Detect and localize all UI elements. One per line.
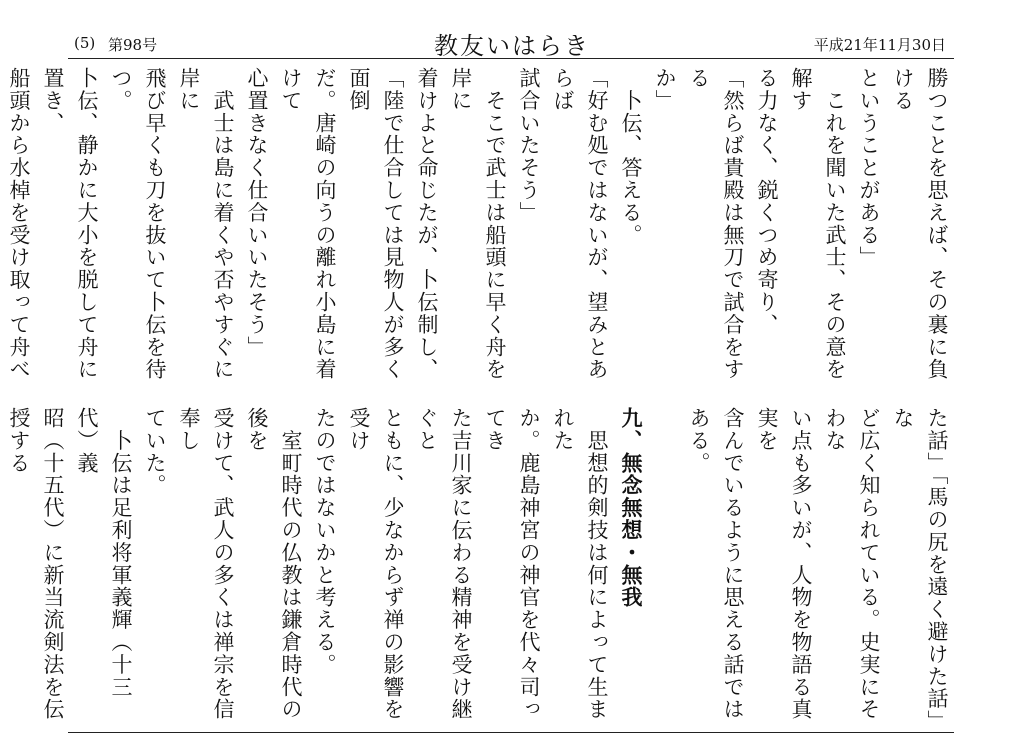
footer-rule [68, 732, 954, 733]
text-line: た話」「馬の尻を遠く避けた話」な [891, 407, 949, 722]
text-line: 含んでいるように思える話ではある。 [687, 407, 745, 721]
text-line: 「然らば貴殿は無刀で試合をする [687, 67, 745, 381]
page-number: (5) [74, 34, 96, 52]
text-line: 着けよと命じたが、卜伝制し、 [415, 67, 439, 381]
text-line: ど広く知られている。史実にそわな [823, 407, 881, 721]
text-line: 「好む処ではないが、望みとあらば [551, 67, 609, 381]
header-rule [68, 58, 954, 59]
text-line: 「陸で仕合しては見物人が多く面倒 [347, 67, 405, 381]
text-line: 船頭から水棹を受け取って舟べ [7, 67, 31, 381]
newsletter-title: 教友いはらき [434, 32, 590, 60]
publication-date: 平成21年11月30日 [813, 36, 946, 54]
text-line: ていた。 [143, 407, 167, 497]
text-line: 卜伝は足利将軍義輝（十三代）義 [75, 407, 133, 699]
issue-number: 第98号 [108, 36, 158, 54]
text-line: 室町時代の仏教は鎌倉時代の後を [245, 407, 303, 721]
text-line: 心置きなく仕合いいたそう」 [245, 67, 269, 359]
text-line: い点も多いが、人物を物語る真実を [755, 407, 813, 721]
text-line: ということがある」 [857, 67, 881, 269]
text-line: たのではないかと考える。 [313, 407, 337, 676]
text-line: 勝つことを思えば、その裏に負ける [891, 67, 949, 381]
text-line: ともに、少なからず禅の影響を受け [347, 407, 405, 721]
section-heading: 九、無念無想・無我 [619, 407, 644, 609]
text-line: た吉川家に伝わる精神を受け継ぐと [415, 407, 473, 721]
text-line: これを聞いた武士、その意を解す [789, 67, 847, 381]
upper-tier-text [7, 67, 954, 385]
text-line [648, 407, 682, 729]
text-line: 卜伝、静かに大小を脱して舟に置き、 [41, 67, 99, 381]
text-line: だ。唐崎の向うの離れ小島に着けて [279, 67, 337, 381]
text-line: か」 [653, 67, 677, 112]
text-line: そこで武士は船頭に早く舟を岸に [449, 67, 507, 381]
text-line: 昭（十五代）に新当流剣法を伝授する [7, 407, 65, 721]
text-line: 試合いたそう」 [517, 67, 541, 224]
text-line: 受けて、武人の多くは禅宗を信奉し [177, 407, 235, 721]
text-line: か。鹿島神宮の神官を代々司ってき [483, 407, 541, 721]
text-line [0, 407, 2, 729]
text-line: 飛び早くも刀を抜いて卜伝を待つ。 [109, 67, 167, 381]
text-line: る力なく、鋭くつめ寄り、 [755, 67, 779, 336]
lower-tier-text [7, 407, 954, 729]
text-line: 思想的剣技は何によって生まれた [551, 407, 609, 721]
text-line: 武士は島に着くや否やすぐに岸に [177, 67, 235, 381]
text-line: 卜伝、答える。 [619, 67, 643, 247]
